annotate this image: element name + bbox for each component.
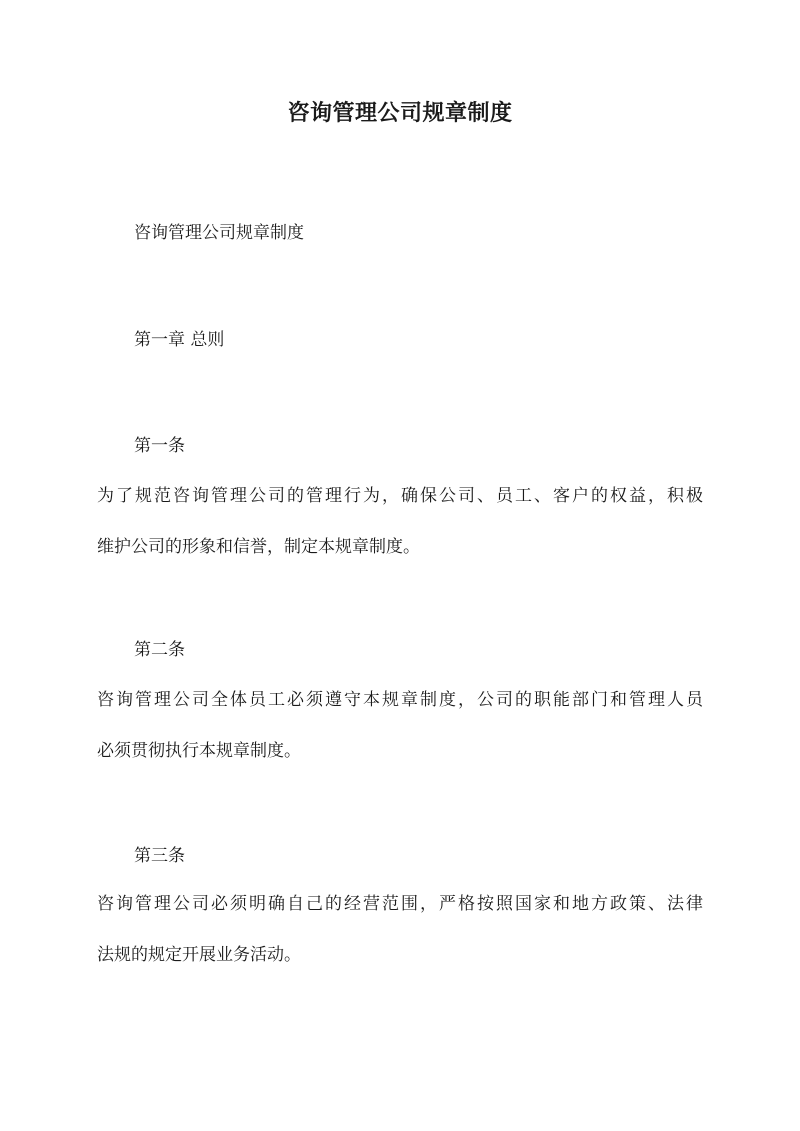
article-text-line: 法规的规定开展业务活动。 xyxy=(97,945,301,965)
article-text-line: 咨询管理公司必须明确自己的经营范围，严格按照国家和地方政策、法律 xyxy=(97,894,703,914)
chapter-heading: 第一章 总则 xyxy=(134,330,225,350)
document-title: 咨询管理公司规章制度 xyxy=(287,100,513,126)
article-heading: 第一条 xyxy=(134,436,185,456)
article-heading: 第二条 xyxy=(134,640,185,660)
article-heading: 第三条 xyxy=(134,846,185,866)
article-text-line: 为了规范咨询管理公司的管理行为，确保公司、员工、客户的权益，积极 xyxy=(97,486,703,506)
article-text-line: 必须贯彻执行本规章制度。 xyxy=(97,741,301,761)
article-text-line: 咨询管理公司全体员工必须遵守本规章制度，公司的职能部门和管理人员 xyxy=(97,690,703,710)
document-subtitle: 咨询管理公司规章制度 xyxy=(134,223,304,243)
article-text-line: 维护公司的形象和信誉，制定本规章制度。 xyxy=(97,537,420,557)
